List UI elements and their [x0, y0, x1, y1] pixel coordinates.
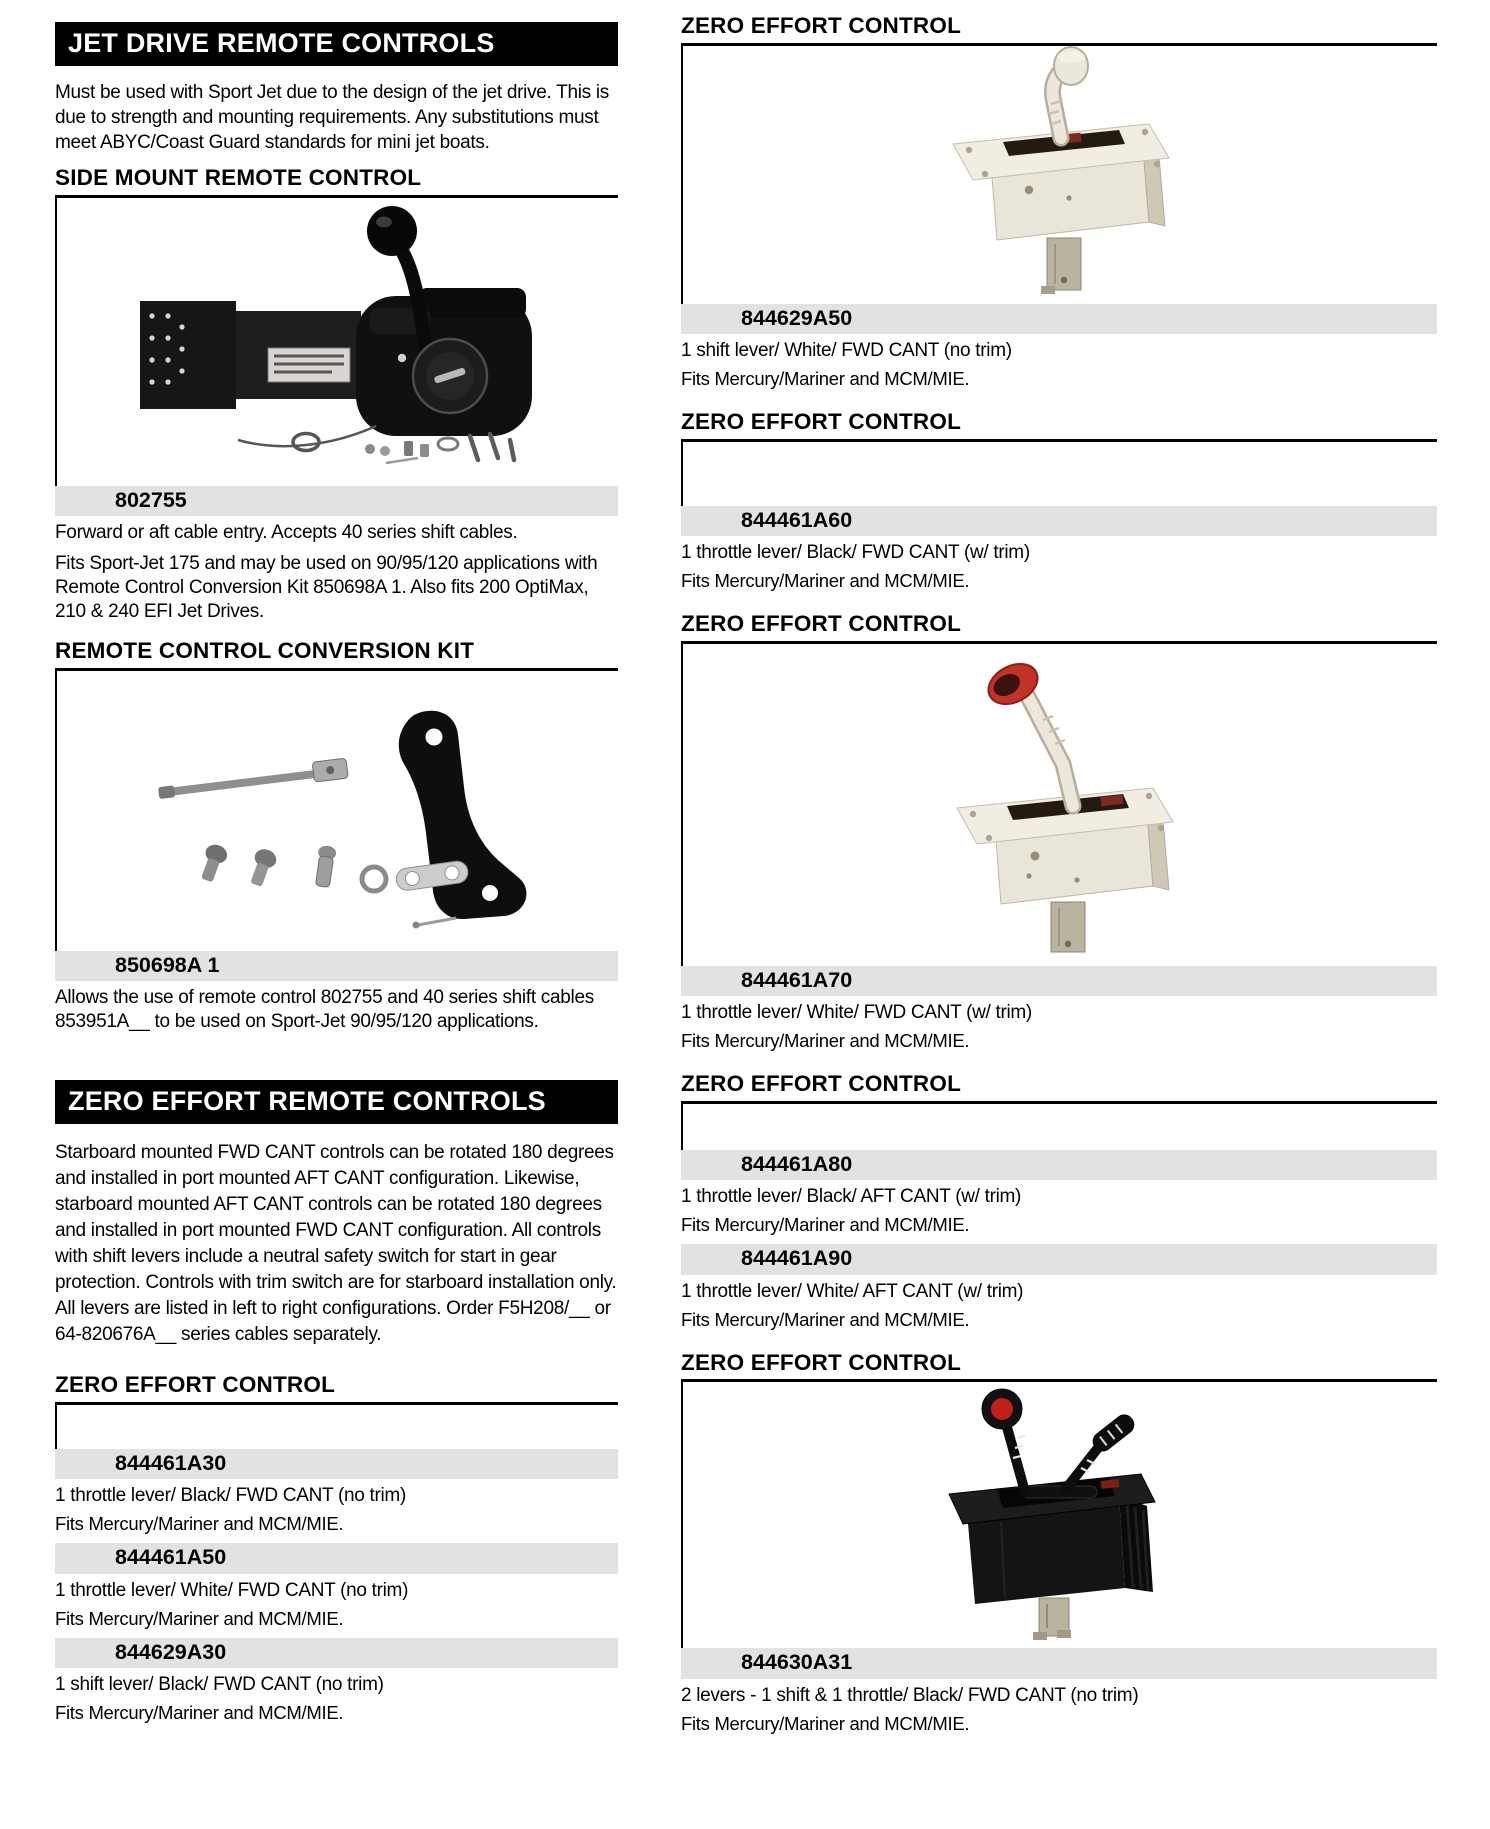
remote-control-conversion-kit-heading: REMOTE CONTROL CONVERSION KIT: [55, 640, 618, 671]
part-number-bar-844461A70: 844461A70: [681, 966, 1437, 997]
part-844461A90-desc: 1 throttle lever/ White/ AFT CANT (w/ trim): [681, 1280, 1024, 1302]
part-844629A30-desc: 1 shift lever/ Black/ FWD CANT (no trim): [55, 1674, 384, 1695]
part-number-bar-850698A1: 850698A 1: [55, 951, 618, 982]
zero-effort-intro-text: Starboard mounted FWD CANT controls can be rotated 180 degrees and installed in port mounted AFT CANT configuration. Likewise, starboard mounted AFT CANT controls can be rotated 180 degrees and installed in port mounted FWD CANT configuration. All controls with shift levers include a neutral safety switch for start in gear protection. Controls with trim switch are for starboard installation only. All levers are listed in left to right configurations. Order F5H208/__ or 64-820676A__ series cables separately.: [55, 1142, 617, 1345]
part-number-bar-844629A30: 844629A30: [55, 1638, 618, 1669]
part-844629A50-fits: Fits Mercury/Mariner and MCM/MIE.: [681, 368, 970, 389]
part-844630A31-fits: Fits Mercury/Mariner and MCM/MIE.: [681, 1712, 970, 1734]
side-mount-control-illustration: [118, 198, 558, 470]
part-844629A50-desc: 1 shift lever/ White/ FWD CANT (no trim): [681, 340, 1012, 361]
part-844461A60-fits: Fits Mercury/Mariner and MCM/MIE.: [681, 570, 970, 591]
left-column: [55, 0, 618, 1725]
part-number-bar-802755: 802755: [55, 486, 618, 517]
jet-drive-remote-controls-banner: JET DRIVE REMOTE CONTROLS: [55, 22, 618, 66]
part-number-bar-844630A31: 844630A31: [681, 1648, 1437, 1679]
zero-effort-control-heading-left: ZERO EFFORT CONTROL: [55, 1374, 618, 1405]
side-mount-control-photo: [55, 198, 618, 486]
empty-photo-box-844461A60: [681, 442, 1437, 506]
side-mount-remote-control-heading: SIDE MOUNT REMOTE CONTROL: [55, 167, 618, 198]
part-844461A80-desc: 1 throttle lever/ Black/ AFT CANT (w/ trim): [681, 1186, 1022, 1207]
part-844629A30-fits: Fits Mercury/Mariner and MCM/MIE.: [55, 1702, 344, 1723]
part-844630A31-desc: 2 levers - 1 shift & 1 throttle/ Black/ FWD CANT (no trim): [681, 1684, 1139, 1706]
zero-effort-control-heading-4: ZERO EFFORT CONTROL: [681, 1073, 1437, 1104]
conversion-kit-photo: [55, 671, 618, 951]
empty-photo-box-844461A80: [681, 1104, 1437, 1150]
black-dual-lever-control-photo: [681, 1382, 1437, 1648]
part-number-bar-844629A50: 844629A50: [681, 304, 1437, 335]
black-dual-lever-control-illustration: [905, 1382, 1215, 1642]
part-844461A50-fits: Fits Mercury/Mariner and MCM/MIE.: [55, 1607, 344, 1629]
zero-effort-control-heading-2: ZERO EFFORT CONTROL: [681, 411, 1437, 442]
part-number-bar-844461A90: 844461A90: [681, 1244, 1437, 1275]
empty-photo-box-844461A30: [55, 1405, 618, 1449]
part-802755-desc-2: Fits Sport-Jet 175 and may be used on 90/95/120 applications with Remote Control Conversion Kit 850698A 1. Also fits 200 OptiMax, 210 & 240 EFI Jet Drives.: [55, 553, 598, 622]
white-shift-control-photo: [681, 46, 1437, 304]
part-number-bar-844461A80: 844461A80: [681, 1150, 1437, 1181]
part-number-bar-844461A50: 844461A50: [55, 1543, 618, 1574]
part-844461A90-fits: Fits Mercury/Mariner and MCM/MIE.: [681, 1308, 970, 1330]
part-number-bar-844461A30: 844461A30: [55, 1449, 618, 1480]
part-850698A1-desc: Allows the use of remote control 802755 and 40 series shift cables 853951A__ to be used on Sport-Jet 90/95/120 applications.: [55, 987, 594, 1032]
zero-effort-control-heading-3: ZERO EFFORT CONTROL: [681, 613, 1437, 644]
zero-effort-control-heading-1: ZERO EFFORT CONTROL: [681, 15, 1437, 46]
jet-drive-intro-text: Must be used with Sport Jet due to the design of the jet drive. This is due to strength and mounting requirements. Any substitutions must meet ABYC/Coast Guard standards for mini jet boats.: [55, 82, 609, 153]
white-throttle-control-red-knob-photo: [681, 644, 1437, 966]
part-844461A70-fits: Fits Mercury/Mariner and MCM/MIE.: [681, 1030, 970, 1051]
zero-effort-control-heading-5: ZERO EFFORT CONTROL: [681, 1352, 1437, 1383]
part-844461A50-desc: 1 throttle lever/ White/ FWD CANT (no trim): [55, 1579, 409, 1601]
white-shift-control-illustration: [905, 46, 1215, 298]
part-844461A30-fits: Fits Mercury/Mariner and MCM/MIE.: [55, 1513, 344, 1534]
conversion-kit-illustration: [118, 671, 558, 947]
part-844461A30-desc: 1 throttle lever/ Black/ FWD CANT (no trim): [55, 1485, 406, 1506]
part-844461A60-desc: 1 throttle lever/ Black/ FWD CANT (w/ trim): [681, 542, 1030, 563]
white-throttle-control-red-knob-illustration: [905, 644, 1215, 960]
part-number-bar-844461A60: 844461A60: [681, 506, 1437, 537]
part-844461A70-desc: 1 throttle lever/ White/ FWD CANT (w/ trim): [681, 1002, 1032, 1023]
zero-effort-remote-controls-banner: ZERO EFFORT REMOTE CONTROLS: [55, 1080, 618, 1124]
right-column: [681, 0, 1437, 1829]
part-802755-desc-1: Forward or aft cable entry. Accepts 40 series shift cables.: [55, 522, 518, 543]
part-844461A80-fits: Fits Mercury/Mariner and MCM/MIE.: [681, 1214, 970, 1235]
